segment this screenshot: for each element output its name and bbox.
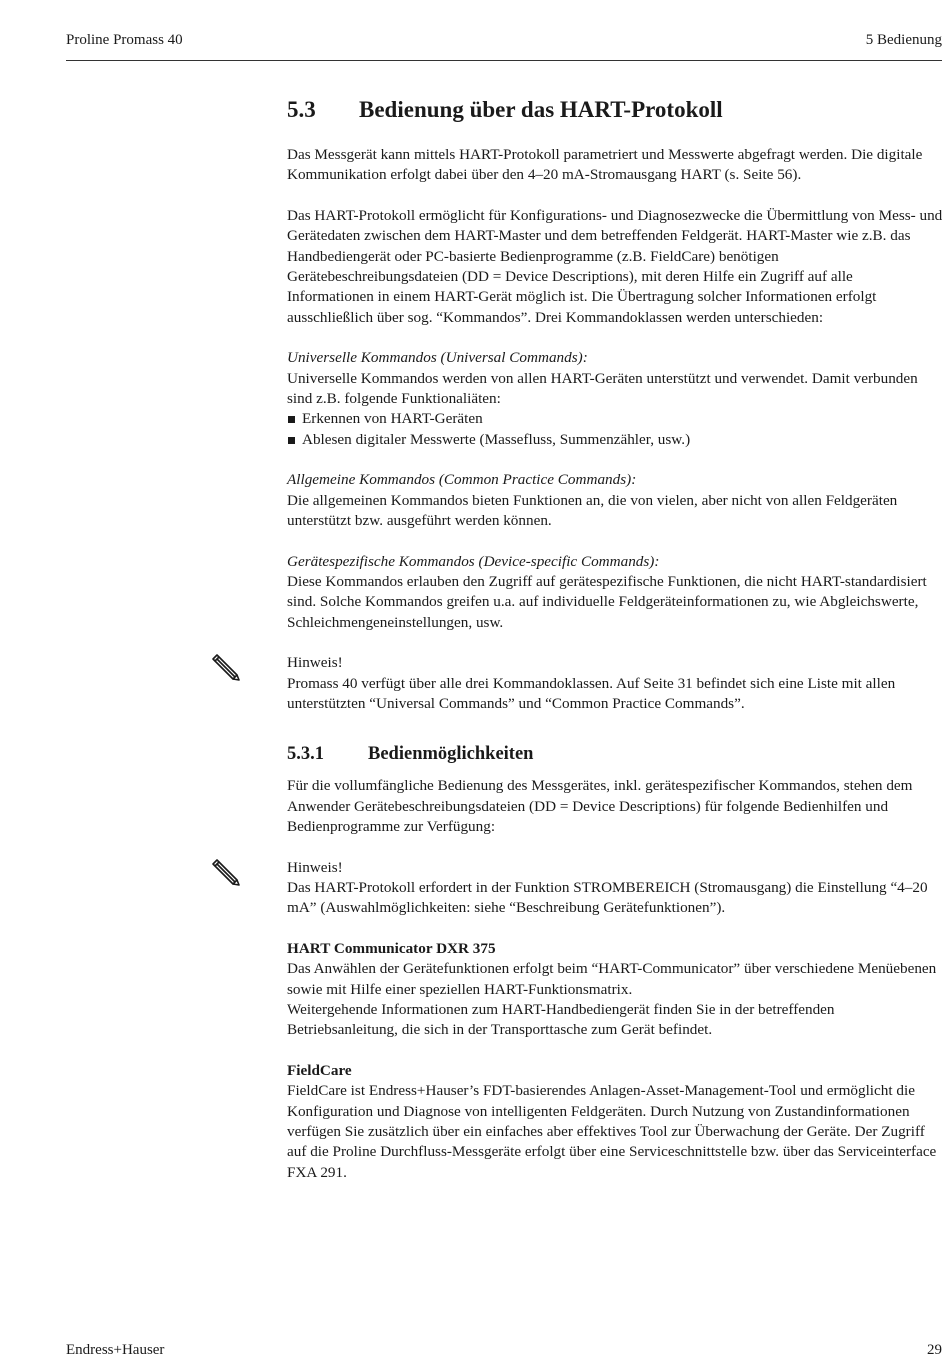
footer-company: Endress+Hauser bbox=[66, 1342, 165, 1358]
section-title: Bedienung über das HART-Protokoll bbox=[359, 97, 723, 122]
list-item: Ablesen digitaler Messwerte (Massefluss, Summenzähler, usw.) bbox=[287, 430, 943, 450]
pencil-icon bbox=[211, 856, 241, 886]
header-chapter: 5 Bedienung bbox=[865, 32, 942, 48]
paragraph: Weitergehende Informationen zum HART-Handbediengerät finden Sie in der betreffenden Betriebsanleitung, die sich in der Transporttasche zum Gerät befindet. bbox=[287, 1001, 835, 1039]
paragraph: FieldCare ist Endress+Hauser’s FDT-basierendes Anlagen-Asset-Management-Tool und ermöglicht die Konfiguration und Diagnose von intelligenten Feldgeräten. Durch Nutzung von Zustandinformationen verfügen Sie zusätzlich über ein einfaches aber effektives Tool zur Überwachung der Geräte. Der Zugriff auf die Proline Durchfluss-Messgeräte erfolgt über eine Serviceschnittstelle bzw. über das Serviceinterface FXA 291. bbox=[287, 1082, 937, 1181]
header-rule bbox=[66, 60, 942, 61]
list-item: Erkennen von HART-Geräten bbox=[287, 409, 943, 429]
note-text: Das HART-Protokoll erfordert in der Funktion STROMBEREICH (Stromausgang) die Einstellung “4–20 mA” (Auswahlmöglichkeiten: siehe “Beschreibung Gerätefunktionen”). bbox=[287, 878, 928, 917]
section-heading bbox=[287, 95, 943, 125]
section-number: 5.3 bbox=[287, 97, 316, 122]
subsection-number: 5.3.1 bbox=[287, 744, 324, 765]
hart-communicator-title: HART Communicator DXR 375 bbox=[287, 939, 496, 957]
paragraph: Diese Kommandos erlauben den Zugriff auf gerätespezifische Funktionen, die nicht HART-standardisiert sind. Solche Kommandos greifen u.a. auf individuelle Feldgeräteinformationen zu, wie Abgleichswerte, Schleichmengeneinstellungen, usw. bbox=[287, 572, 927, 631]
common-commands-title: Allgemeine Kommandos (Common Practice Commands): bbox=[287, 471, 637, 489]
fieldcare-title: FieldCare bbox=[287, 1061, 352, 1079]
note-title: Hinweis! bbox=[287, 654, 343, 672]
note-block bbox=[287, 653, 943, 714]
note-text: Promass 40 verfügt über alle drei Kommandoklassen. Auf Seite 31 befindet sich eine Liste mit allen unterstützten “Universal Commands” und “Common Practice Commands”. bbox=[287, 674, 896, 712]
paragraph: Für die vollumfängliche Bedienung des Messgerätes, inkl. gerätespezifischer Kommandos, stehen dem Anwender Gerätebeschreibungsdateien (DD = Device Descriptions) für folgende Bedienhilfen und Bedienprogramme zur Verfügung: bbox=[287, 777, 913, 836]
universal-bullet-list bbox=[287, 409, 943, 450]
page-number: 29 bbox=[927, 1342, 942, 1358]
note-block bbox=[287, 858, 943, 919]
note-title: Hinweis! bbox=[287, 858, 343, 876]
pencil-icon bbox=[211, 651, 241, 681]
paragraph: Das Messgerät kann mittels HART-Protokoll parametriert und Messwerte abgefragt werden. Die digitale Kommunikation erfolgt dabei über den 4–20 mA-Stromausgang HART (s. Seite 56). bbox=[287, 146, 923, 184]
paragraph: Die allgemeinen Kommandos bieten Funktionen an, die von vielen, aber nicht von allen Feldgeräten unterstützt bzw. ausgeführt werden können. bbox=[287, 491, 898, 530]
universal-commands-title: Universelle Kommandos (Universal Commands): bbox=[287, 349, 588, 367]
header-document-title: Proline Promass 40 bbox=[66, 32, 183, 48]
subsection-heading bbox=[287, 742, 943, 766]
page-content bbox=[287, 95, 943, 1183]
subsection-title: Bedienmöglichkeiten bbox=[368, 744, 534, 765]
device-commands-title: Gerätespezifische Kommandos (Device-specific Commands): bbox=[287, 552, 660, 570]
paragraph: Universelle Kommandos werden von allen HART-Geräten unterstützt und verwendet. Damit verbunden sind z.B. folgende Funktionaliäten: bbox=[287, 369, 918, 408]
paragraph: Das Anwählen der Gerätefunktionen erfolgt beim “HART-Communicator” über verschiedene Menüebenen sowie mit Hilfe einer speziellen HART-Funktionsmatrix. bbox=[287, 960, 937, 998]
paragraph: Das HART-Protokoll ermöglicht für Konfigurations- und Diagnosezwecke die Übermittlung von Mess- und Gerätedaten zwischen dem HART-Master und dem betreffenden Feldgerät. HART-Master wie z.B. das Handbediengerät oder PC-basierte Bedienprogramme (z.B. FieldCare) benötigen Gerätebeschreibungsdateien (DD = Device Descriptions), mit deren Hilfe ein Zugriff auf alle Informationen in einem HART-Gerät möglich ist. Die Übertragung solcher Informationen erfolgt ausschließlich über sog. “Kommandos”. Drei Kommandoklassen werden unterschieden: bbox=[287, 206, 943, 326]
